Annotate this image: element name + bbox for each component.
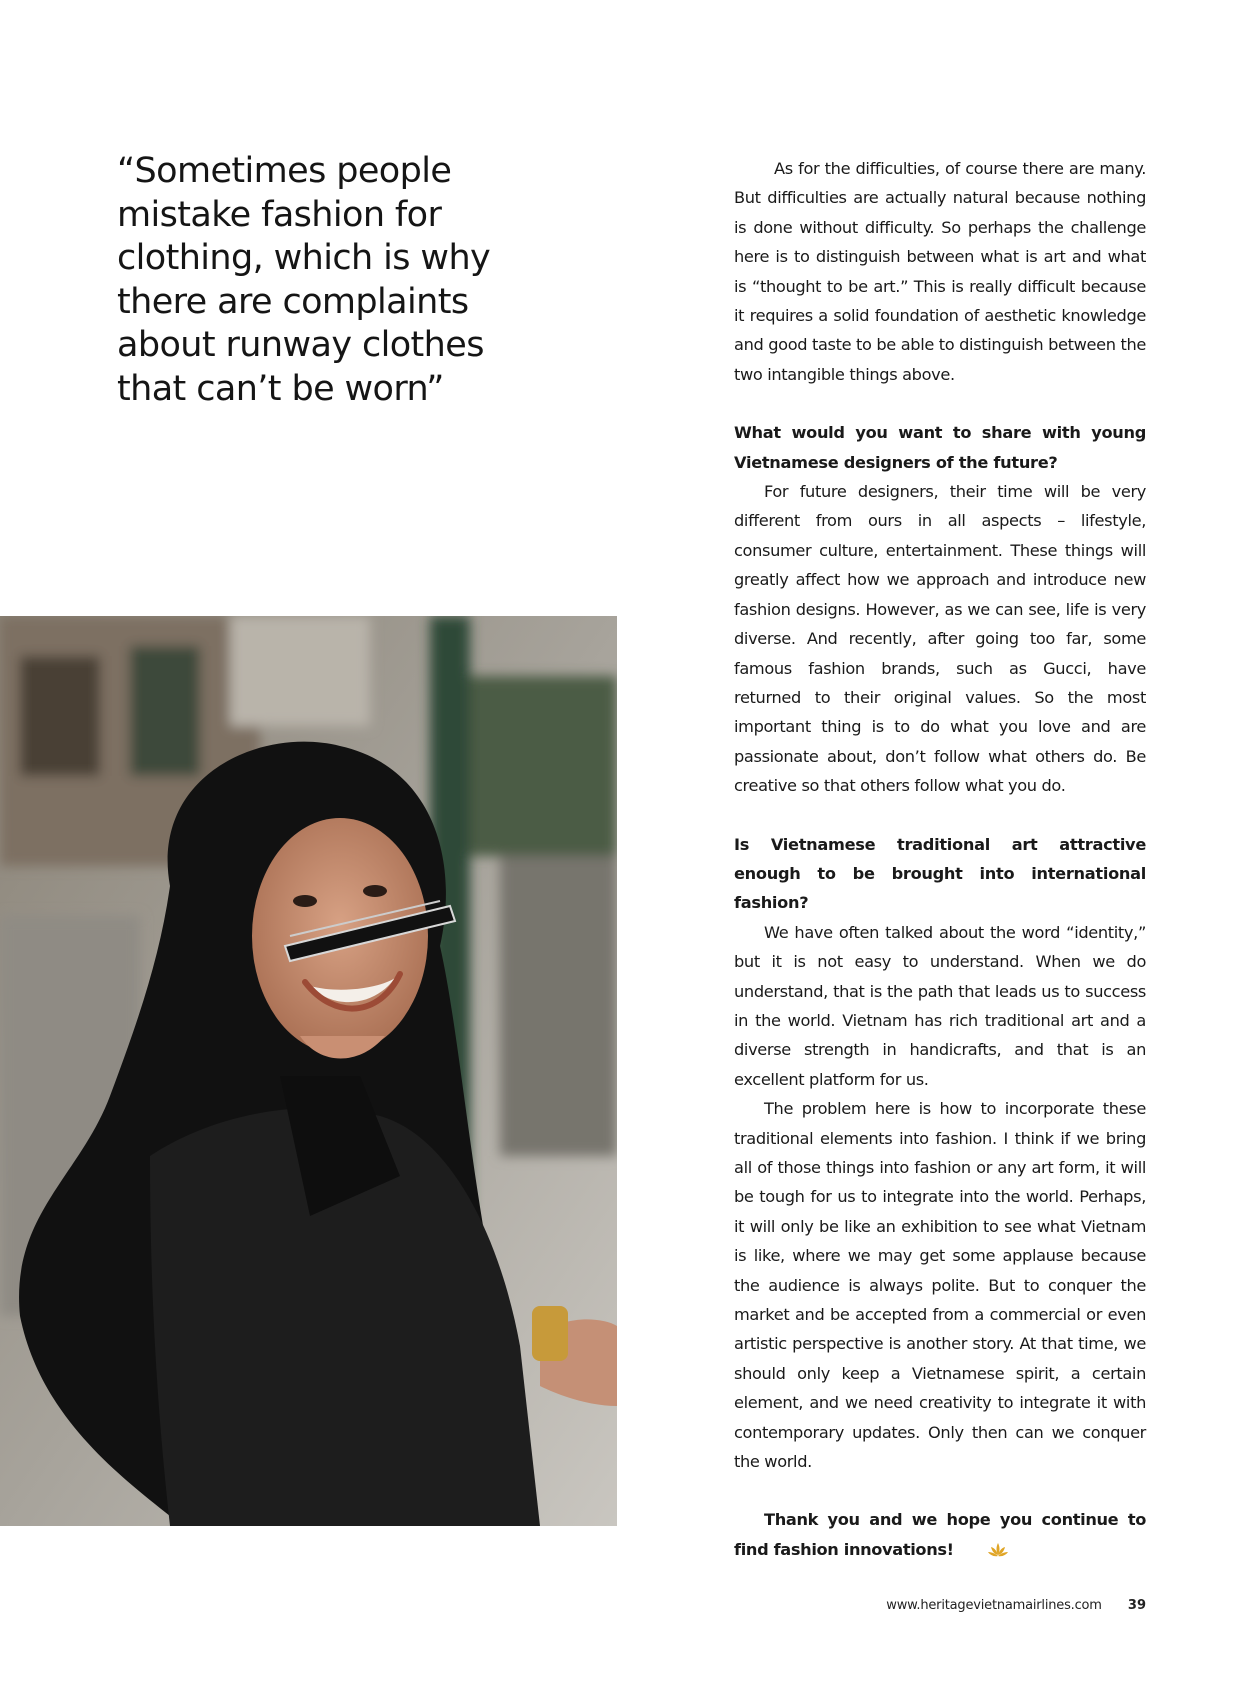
paragraph-answer: We have often talked about the word “identity,” but it is not easy to understand. When we do understand, that is the path that leads us to success in the world. Vietnam has rich traditional art and a diverse strength in handicrafts, and that is an excellent platform for us. xyxy=(734,922,1146,1089)
lotus-icon xyxy=(958,1538,1008,1567)
paragraph-answer: The problem here is how to incorporate these traditional elements into fashion. I think if we bring all of those things into fashion or any art form, it will be tough for us to integrate into the world. Perhaps, it will only be like an exhibition to see what Vietnam is like, where we may get some applause because the audience is always polite. But to conquer the market and be accepted from a commercial or even artistic perspective is another story. At that time, we should only keep a Vietnamese spirit, a certain element, and we need creativity to integrate it with contemporary updates. Only then can we conquer the world. xyxy=(734,1099,1146,1472)
closing-line xyxy=(734,1505,1146,1567)
article-body xyxy=(734,154,1146,1567)
paragraph-intro: As for the difficulties, of course there are many. But difficulties are actually natural because nothing is done without difficulty. So perhaps the challenge here is to distinguish between what is art and what is “thought to be art.” This is really difficult because it requires a solid foundation of aesthetic knowledge and good taste to be able to distinguish between the two intangible things above. xyxy=(734,159,1146,384)
portrait-photo xyxy=(0,616,617,1526)
page-footer xyxy=(886,1598,1146,1613)
question-heading: What would you want to share with young Vietnamese designers of the future? xyxy=(734,423,1146,472)
paragraph-answer: For future designers, their time will be very different from ours in all aspects – lifestyle, consumer culture, entertainment. These things will greatly affect how we approach and introduce new fashion designs. However, as we can see, life is very diverse. And recently, after going too far, some famous fashion brands, such as Gucci, have returned to their original values. So the most important thing is to do what you love and are passionate about, don’t follow what others do. Be creative so that others follow what you do. xyxy=(734,482,1146,796)
question-heading: Is Vietnamese traditional art attractive enough to be brought into international fashion? xyxy=(734,834,1146,913)
footer-url: www.heritagevietnamairlines.com xyxy=(886,1598,1102,1613)
page-number: 39 xyxy=(1127,1598,1146,1613)
closing-text: Thank you and we hope you continue to find fashion innovations! xyxy=(734,1510,1146,1559)
pull-quote: “Sometimes people mistake fashion for clothing, which is why there are complaints about runway clothes that can’t be worn” xyxy=(117,151,491,409)
